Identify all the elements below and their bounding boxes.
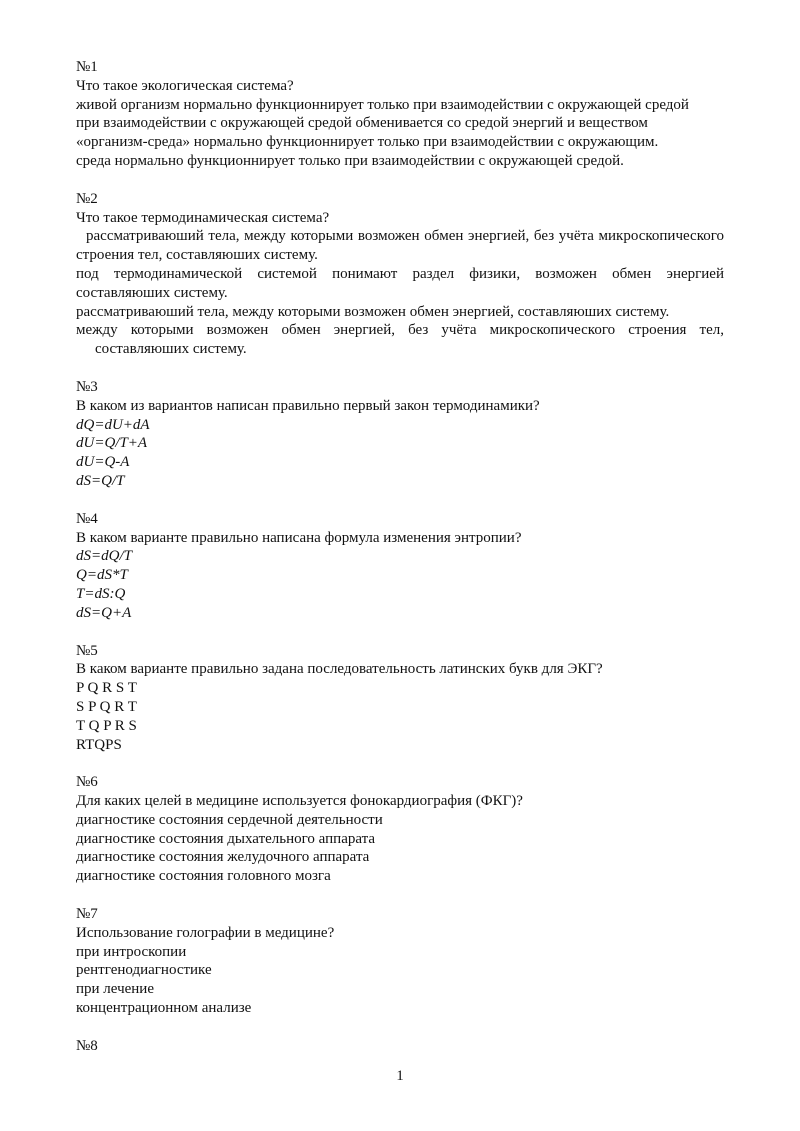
question-text: В каком варианте правильно написана формула изменения энтропии? xyxy=(76,529,522,546)
question-8 xyxy=(76,1037,724,1056)
answer-option: dS=Q+A xyxy=(76,604,132,621)
question-text: Использование голографии в медицине? xyxy=(76,924,335,941)
answer-option: рассматриваюший тела, между которыми возможен обмен энергией, без учёта микроскопического строения тел, составляюших систему. xyxy=(76,228,724,264)
answer-option: T Q P R S xyxy=(76,717,137,734)
question-2 xyxy=(76,190,724,359)
answer-option: диагностике состояния желудочного аппарата xyxy=(76,849,370,866)
answer-option: dQ=dU+dA xyxy=(76,416,150,433)
answer-option: диагностике состояния головного мозга xyxy=(76,868,331,885)
answer-option: при интроскопии xyxy=(76,943,187,960)
question-text: Для каких целей в медицине используется фонокардиография (ФКГ)? xyxy=(76,793,523,810)
question-number: №3 xyxy=(76,378,98,395)
answer-option: «организм-среда» нормально функционнирует только при взаимодействии с окружающим. xyxy=(76,134,659,151)
answer-option: среда нормально функционнирует только при взаимодействии с окружающей средой. xyxy=(76,152,624,169)
question-1 xyxy=(76,58,724,171)
question-4 xyxy=(76,510,724,623)
answer-option: живой организм нормально функционнирует только при взаимодействии с окружающей средой xyxy=(76,96,689,113)
answer-option: между которыми возможен обмен энергией, без учёта микроскопического строения тел, составляюших систему. xyxy=(76,322,724,358)
question-number: №2 xyxy=(76,190,98,207)
answer-option: диагностике состояния дыхательного аппарата xyxy=(76,830,376,847)
page-number: 1 xyxy=(396,1068,404,1084)
question-number: №6 xyxy=(76,774,98,791)
answer-option: диагностике состояния сердечной деятельности xyxy=(76,811,383,828)
answer-option: при взаимодействии с окружающей средой обменивается со средой энергий и веществом xyxy=(76,115,648,132)
question-text: В каком варианте правильно задана последовательность латинских букв для ЭКГ? xyxy=(76,661,603,678)
answer-option: Q=dS*T xyxy=(76,567,128,584)
answer-option: S P Q R T xyxy=(76,698,137,715)
question-number: №8 xyxy=(76,1037,98,1054)
answer-option: рассматриваюший тела, между которыми возможен обмен энергией, составляюших систему. xyxy=(76,303,670,320)
answer-option: RTQPS xyxy=(76,736,122,753)
question-6 xyxy=(76,773,724,886)
answer-option: концентрационном анализе xyxy=(76,1000,252,1017)
answer-option: при лечение xyxy=(76,981,154,998)
question-3 xyxy=(76,378,724,491)
answer-option: dU=Q/T+A xyxy=(76,435,148,452)
question-number: №7 xyxy=(76,906,98,923)
answer-option: T=dS:Q xyxy=(76,585,126,602)
question-text: Что такое термодинамическая система? xyxy=(76,209,330,226)
answer-option: рентгенодиагностике xyxy=(76,962,212,979)
answer-option: под термодинамической системой понимают раздел физики, возможен обмен энергией составляюших систему. xyxy=(76,265,724,301)
answer-option: dS=Q/T xyxy=(76,472,125,489)
question-text: В каком из вариантов написан правильно первый закон термодинамики? xyxy=(76,397,540,414)
answer-option: dU=Q-A xyxy=(76,454,130,471)
question-text: Что такое экологическая система? xyxy=(76,77,294,94)
question-5 xyxy=(76,642,724,755)
question-number: №4 xyxy=(76,510,98,527)
answer-option: dS=dQ/T xyxy=(76,548,132,565)
question-number: №1 xyxy=(76,59,98,75)
question-number: №5 xyxy=(76,642,98,659)
question-7 xyxy=(76,905,724,1018)
answer-option: P Q R S T xyxy=(76,680,137,697)
